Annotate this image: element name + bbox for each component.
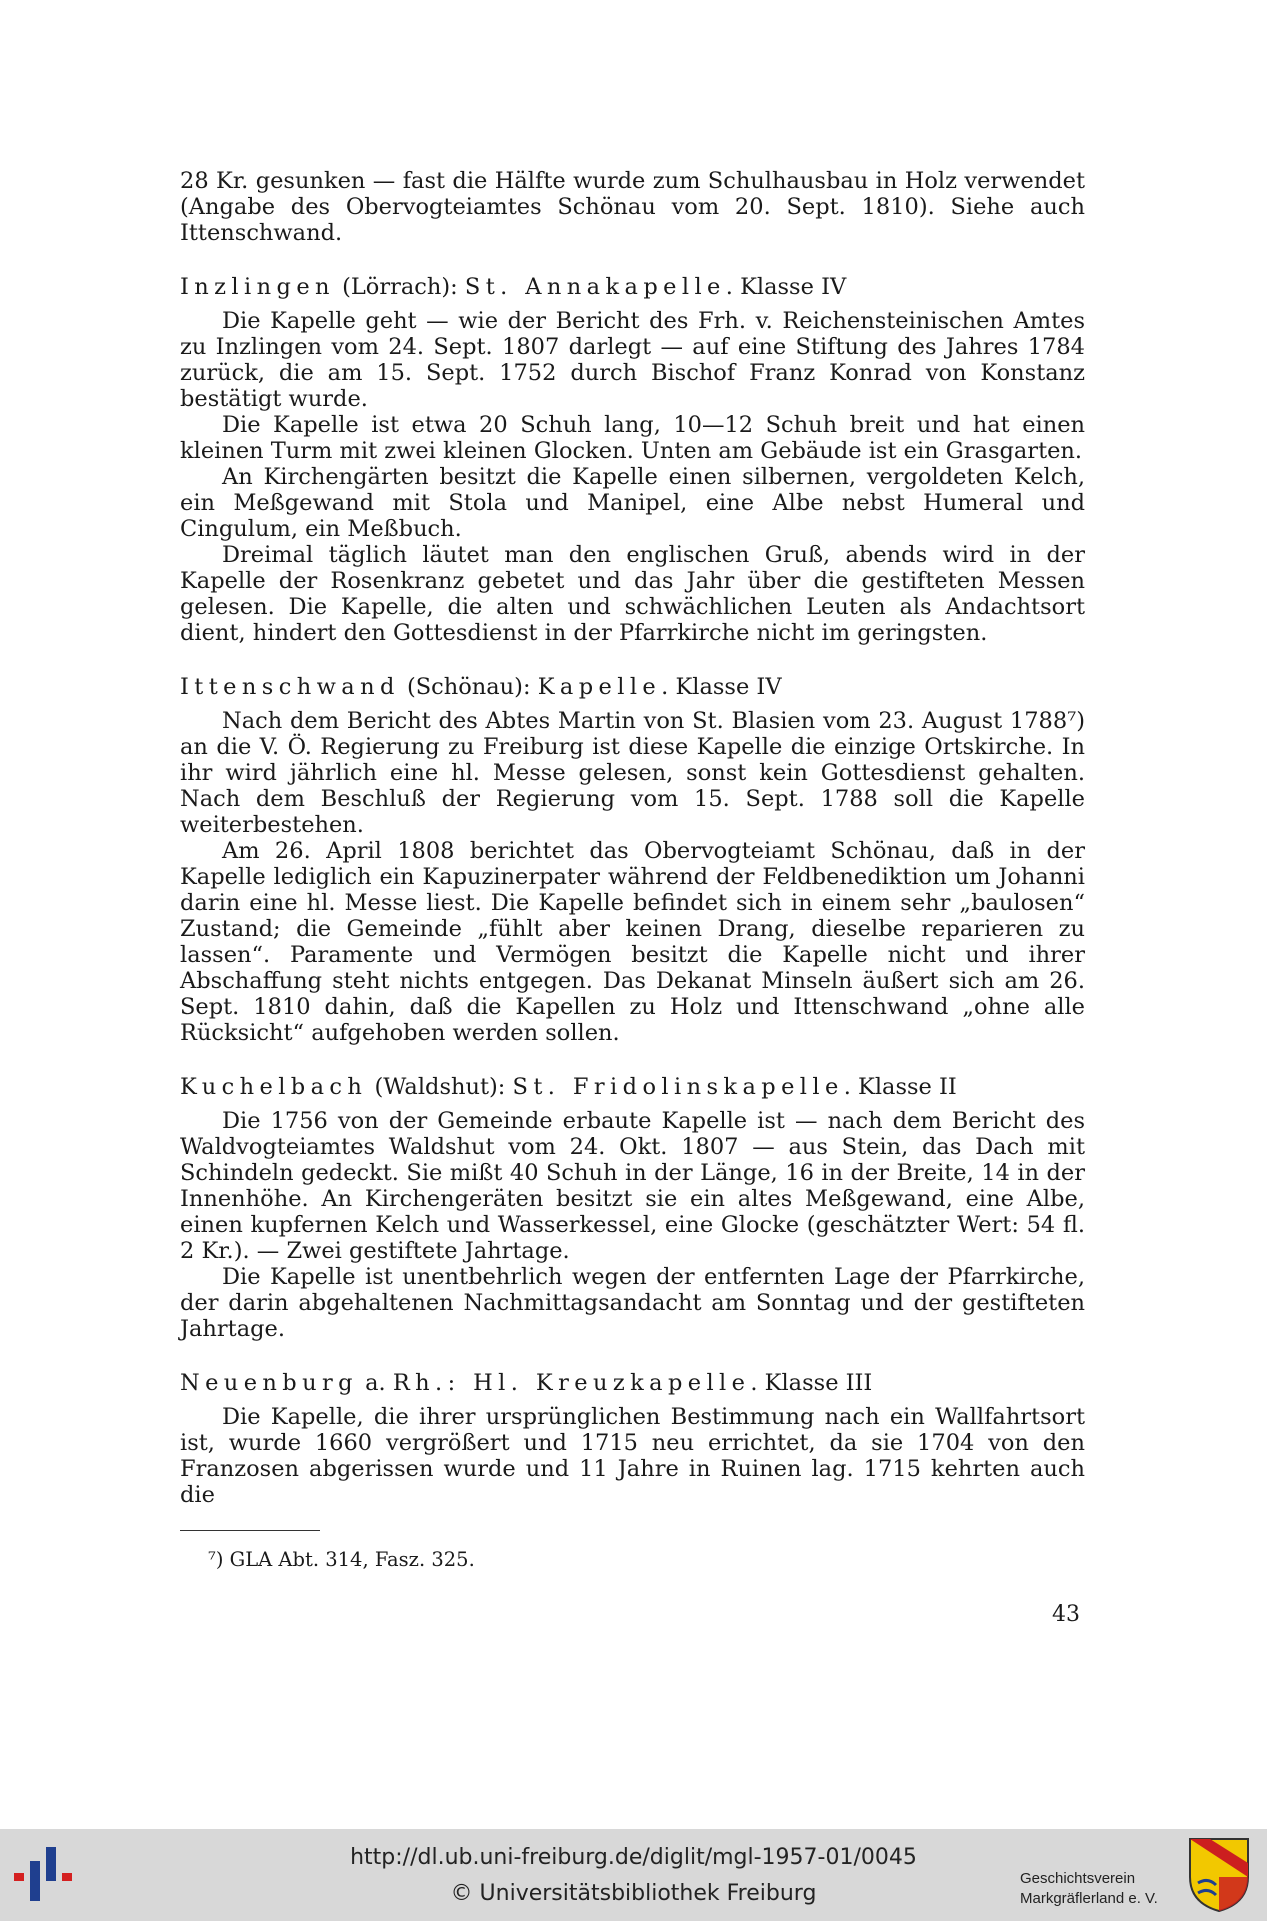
library-footer-bar xyxy=(0,1829,1267,1921)
chapel-name: Rh.: Hl. Kreuzkapelle xyxy=(392,1370,751,1396)
entry-ittenschwand xyxy=(180,674,1085,1046)
klasse: . Klasse III xyxy=(750,1370,873,1396)
paragraph: Die Kapelle ist unentbehrlich wegen der entfernten Lage der Pfarrkirche, der darin abgehaltenen Nachmittagsandacht am Sonntag und der gestifteten Jahrtage. xyxy=(180,1264,1085,1342)
footnote-rule xyxy=(180,1530,320,1531)
paragraph: An Kirchengärten besitzt die Kapelle einen silbernen, vergoldeten Kelch, ein Meßgewand mit Stola und Manipel, eine Albe nebst Humeral und Cingulum, ein Meßbuch. xyxy=(180,464,1085,542)
society-crest-icon xyxy=(1188,1837,1250,1913)
district: (Waldshut): xyxy=(367,1074,513,1100)
entry-heading xyxy=(180,1074,1085,1100)
chapel-name: St. Fridolinskapelle xyxy=(512,1074,844,1100)
paragraph: Die Kapelle ist etwa 20 Schuh lang, 10—12 Schuh breit und hat einen kleinen Turm mit zwei kleinen Glocken. Unten am Gebäude ist ein Grasgarten. xyxy=(180,412,1085,464)
district: (Schönau): xyxy=(399,674,538,700)
page-number: 43 xyxy=(1052,1602,1080,1627)
district: (Lörrach): xyxy=(334,274,465,300)
paragraph: Nach dem Bericht des Abtes Martin von St. Blasien vom 23. August 1788⁷) an die V. Ö. Regierung zu Freiburg ist diese Kapelle die einzige Ortskirche. In ihr wird jährlich eine hl. Messe gelesen, sonst kein Gottesdienst gehalten. Nach dem Beschluß der Regierung vom 15. Sept. 1788 soll die Kapelle weiterbestehen. xyxy=(180,708,1085,838)
district: a. xyxy=(357,1370,393,1396)
society-line-1: Geschichtsverein xyxy=(1020,1870,1136,1887)
place-name: Inzlingen xyxy=(180,274,335,300)
entry-heading xyxy=(180,1370,1085,1396)
klasse: . Klasse IV xyxy=(725,274,847,300)
chapel-name: Kapelle xyxy=(537,674,662,700)
klasse: . Klasse II xyxy=(843,1074,957,1100)
paragraph: Am 26. April 1808 berichtet das Obervogteiamt Schönau, daß in der Kapelle lediglich ein Kapuzinerpater während der Feldbenediktion um Johanni darin eine hl. Messe liest. Die Kapelle befindet sich in einem sehr „baulosen“ Zustand; die Gemeinde „fühlt aber keinen Drang, dieselbe reparieren zu lassen“. Paramente und Vermögen besitzt die Kapelle nicht und ihrer Abschaffung steht nichts entgegen. Das Dekanat Minseln äußert sich am 26. Sept. 1810 dahin, daß die Kapellen zu Holz und Ittenschwand „ohne alle Rücksicht“ aufgehoben werden sollen. xyxy=(180,838,1085,1046)
footnote: ⁷) GLA Abt. 314, Fasz. 325. xyxy=(208,1548,475,1571)
society-line-2: Markgräflerland e. V. xyxy=(1020,1890,1158,1907)
chapel-name: St. Annakapelle xyxy=(464,274,726,300)
society-name xyxy=(1020,1869,1158,1909)
intro-paragraph: 28 Kr. gesunken — fast die Hälfte wurde zum Schulhausbau in Holz verwendet (Angabe des Obervogteiamtes Schönau vom 20. Sept. 1810). Siehe auch Ittenschwand. xyxy=(180,168,1085,246)
place-name: Neuenburg xyxy=(180,1370,358,1396)
entry-heading xyxy=(180,274,1085,300)
entry-neuenburg xyxy=(180,1370,1085,1508)
place-name: Ittenschwand xyxy=(180,674,400,700)
paragraph: Die 1756 von der Gemeinde erbaute Kapelle ist — nach dem Bericht des Waldvogteiamtes Waldshut vom 24. Okt. 1807 — aus Stein, das Dach mit Schindeln gedeckt. Sie mißt 40 Schuh in der Länge, 16 in der Breite, 14 in der Innenhöhe. An Kirchengeräten besitzt sie ein altes Meßgewand, eine Albe, einen kupfernen Kelch und Wasserkessel, eine Glocke (geschätzter Wert: 54 fl. 2 Kr.). — Zwei gestiftete Jahrtage. xyxy=(180,1108,1085,1264)
entry-kuchelbach xyxy=(180,1074,1085,1342)
paragraph: Die Kapelle geht — wie der Bericht des Frh. v. Reichensteinischen Amtes zu Inzlingen vom 24. Sept. 1807 darlegt — auf eine Stiftung des Jahres 1784 zurück, die am 15. Sept. 1752 durch Bischof Franz Konrad von Konstanz bestätigt wurde. xyxy=(180,308,1085,412)
paragraph: Die Kapelle, die ihrer ursprünglichen Bestimmung nach ein Wallfahrtsort ist, wurde 1660 vergrößert und 1715 neu errichtet, da sie 1704 von den Franzosen abgerissen wurde und 11 Jahre in Ruinen lag. 1715 kehrten auch die xyxy=(180,1404,1085,1508)
paragraph: Dreimal täglich läutet man den englischen Gruß, abends wird in der Kapelle der Rosenkranz gebetet und das Jahr über die gestifteten Messen gelesen. Die Kapelle, die alten und schwächlichen Leuten als Andachtsort dient, hindert den Gottesdienst in der Pfarrkirche nicht im geringsten. xyxy=(180,542,1085,646)
klasse: . Klasse IV xyxy=(661,674,782,700)
document-url-link[interactable]: http://dl.ub.uni-freiburg.de/diglit/mgl-1957-01/0045 xyxy=(350,1845,917,1870)
entry-heading xyxy=(180,674,1085,700)
place-name: Kuchelbach xyxy=(180,1074,368,1100)
copyright-text: © Universitätsbibliothek Freiburg xyxy=(450,1881,817,1906)
page-body xyxy=(180,168,1085,1508)
entry-inzlingen xyxy=(180,274,1085,646)
